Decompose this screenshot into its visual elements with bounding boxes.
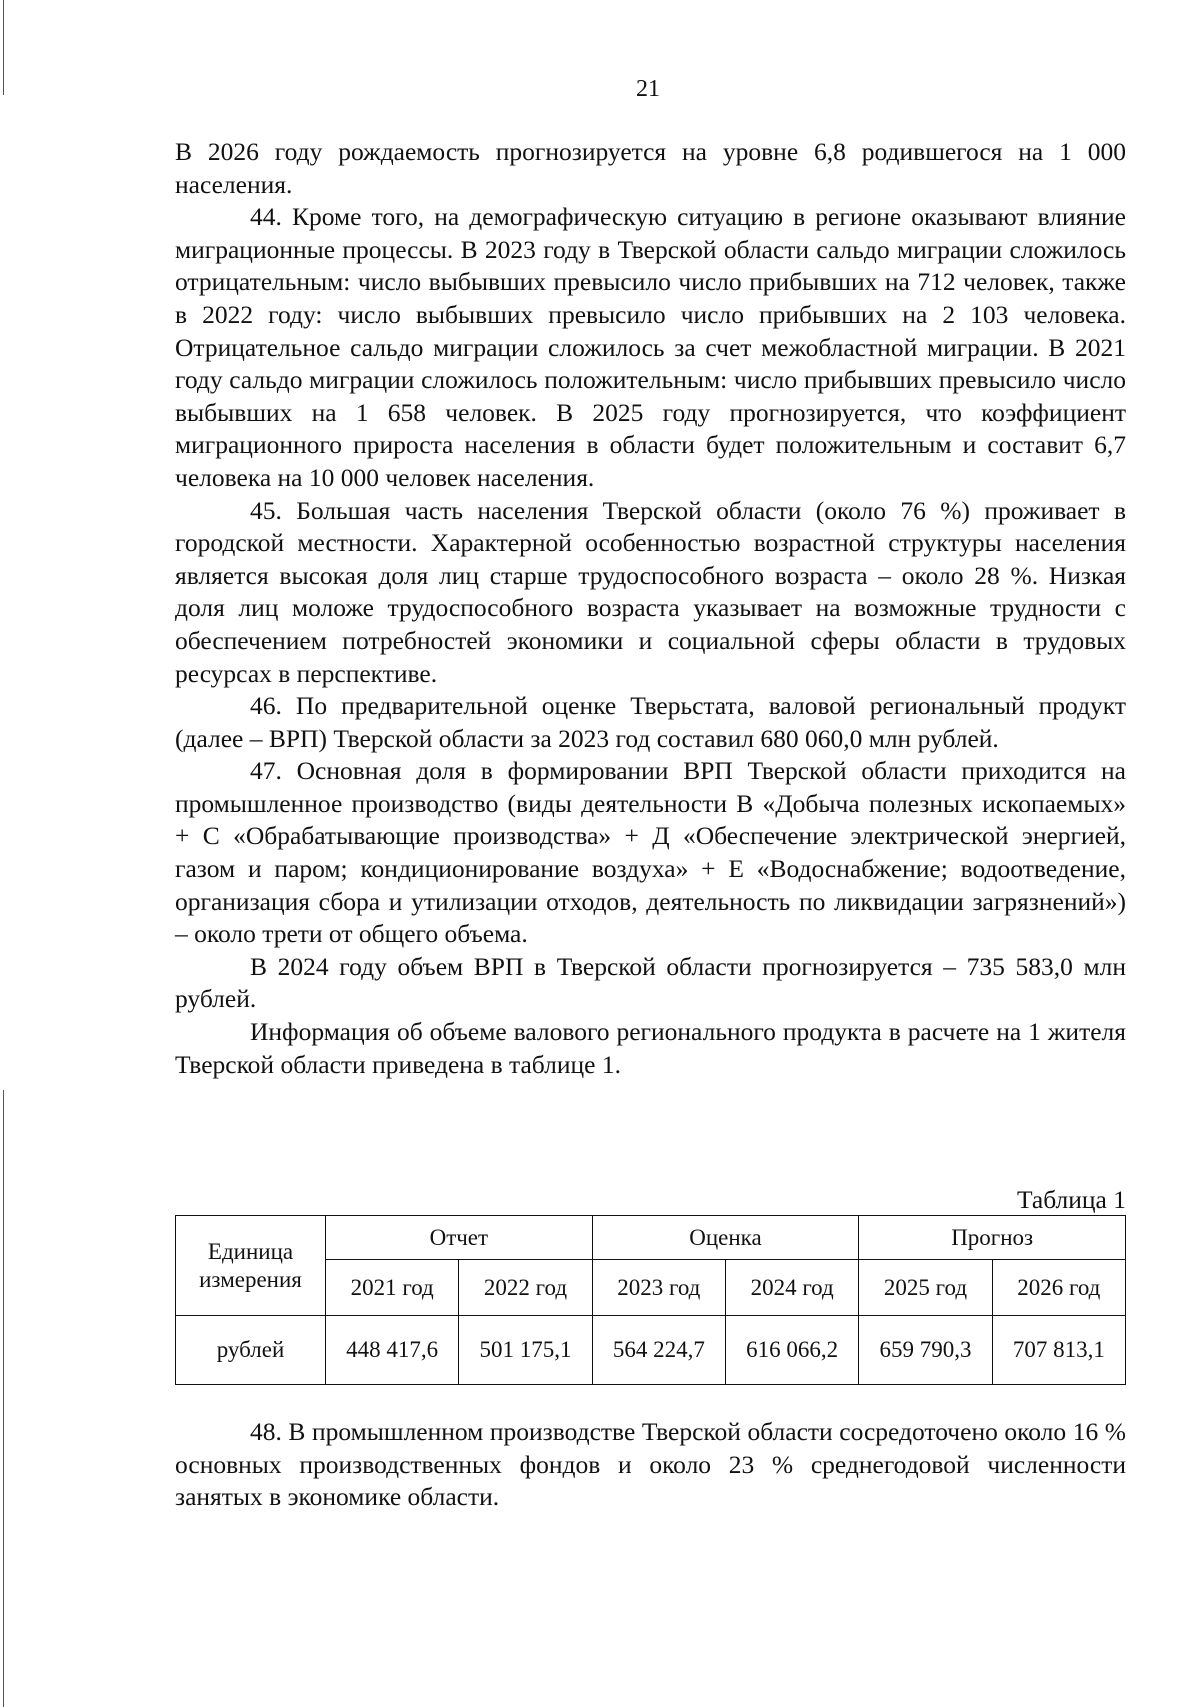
year-header-2026: 2026 год (992, 1260, 1125, 1316)
group-header-estimate: Оценка (592, 1216, 859, 1260)
group-header-forecast: Прогноз (859, 1216, 1126, 1260)
scan-edge-line-bottom (3, 1090, 4, 1707)
value-cell-2026: 707 813,1 (992, 1316, 1125, 1385)
table-caption: Таблица 1 (1016, 1185, 1126, 1214)
value-cell-2023: 564 224,7 (592, 1316, 725, 1385)
value-cell-2021: 448 417,6 (326, 1316, 459, 1385)
table-row (176, 1316, 1126, 1385)
page-number: 21 (636, 76, 660, 102)
document-body (175, 136, 1126, 1081)
value-cell-2022: 501 175,1 (459, 1316, 592, 1385)
paragraph-47: 47. Основная доля в формировании ВРП Тверской области приходится на промышленное производство (виды деятельности B «Добыча полезных ископаемых» + C «Обрабатывающие производства» + Д «Обеспечение электрической энергией, газом и паром; кондиционирование воздуха» + E «Водоснабжение; водоотведение, организация сбора и утилизации отходов, деятельность по ликвидации загрязнений») – около трети от общего объема. (175, 756, 1126, 949)
year-header-2023: 2023 год (592, 1260, 725, 1316)
table-header-row-groups (176, 1216, 1126, 1260)
group-header-report: Отчет (326, 1216, 593, 1260)
year-header-2022: 2022 год (459, 1260, 592, 1316)
value-cell-2024: 616 066,2 (725, 1316, 858, 1385)
unit-cell: рублей (176, 1316, 326, 1385)
year-header-2025: 2025 год (859, 1260, 992, 1316)
paragraph-46: 46. По предварительной оценке Тверьстата, валовой региональный продукт (далее – ВРП) Тверской области за 2023 год составил 680 060,0 млн рублей. (175, 691, 1126, 753)
paragraph-birth-rate: В 2026 году рождаемость прогнозируется на уровне 6,8 родившегося на 1 000 населения. (175, 137, 1126, 199)
unit-header-cell: Единица измерения (176, 1216, 326, 1316)
year-header-2021: 2021 год (326, 1260, 459, 1316)
paragraph-45: 45. Большая часть населения Тверской области (около 76 %) проживает в городской местности. Характерной особенностью возрастной структуры населения является высокая доля лиц старше трудоспособного возраста – около 28 %. Низкая доля лиц моложе трудоспособного возраста указывает на возможные трудности с обеспечением потребностей экономики и социальной сферы области в трудовых ресурсах в перспективе. (175, 495, 1126, 688)
paragraph-47-table-intro: Информация об объеме валового регионального продукта в расчете на 1 жителя Тверской области приведена в таблице 1. (175, 1017, 1126, 1079)
value-cell-2025: 659 790,3 (859, 1316, 992, 1385)
year-header-2024: 2024 год (725, 1260, 858, 1316)
paragraph-44: 44. Кроме того, на демографическую ситуацию в регионе оказывают влияние миграционные процессы. В 2023 году в Тверской области сальдо миграции сложилось отрицательным: число выбывших превысило число прибывших на 712 человек, также в 2022 году: число выбывших превысило число прибывших на 2 103 человека. Отрицательное сальдо миграции сложилось за счет межобластной миграции. В 2021 году сальдо миграции сложилось положительным: число прибывших превысило число выбывших на 1 658 человек. В 2025 году прогнозируется, что коэффициент миграционного прироста населения в области будет положительным и составит 6,7 человека на 10 000 человек населения. (175, 202, 1126, 492)
grp-per-capita-table (175, 1215, 1126, 1385)
paragraph-47-forecast: В 2024 году объем ВРП в Тверской области прогнозируется – 735 583,0 млн рублей. (175, 951, 1126, 1014)
paragraph-48: 48. В промышленном производстве Тверской области сосредоточено около 16 % основных производственных фондов и около 23 % среднегодовой численности занятых в экономике области. (175, 1417, 1126, 1512)
